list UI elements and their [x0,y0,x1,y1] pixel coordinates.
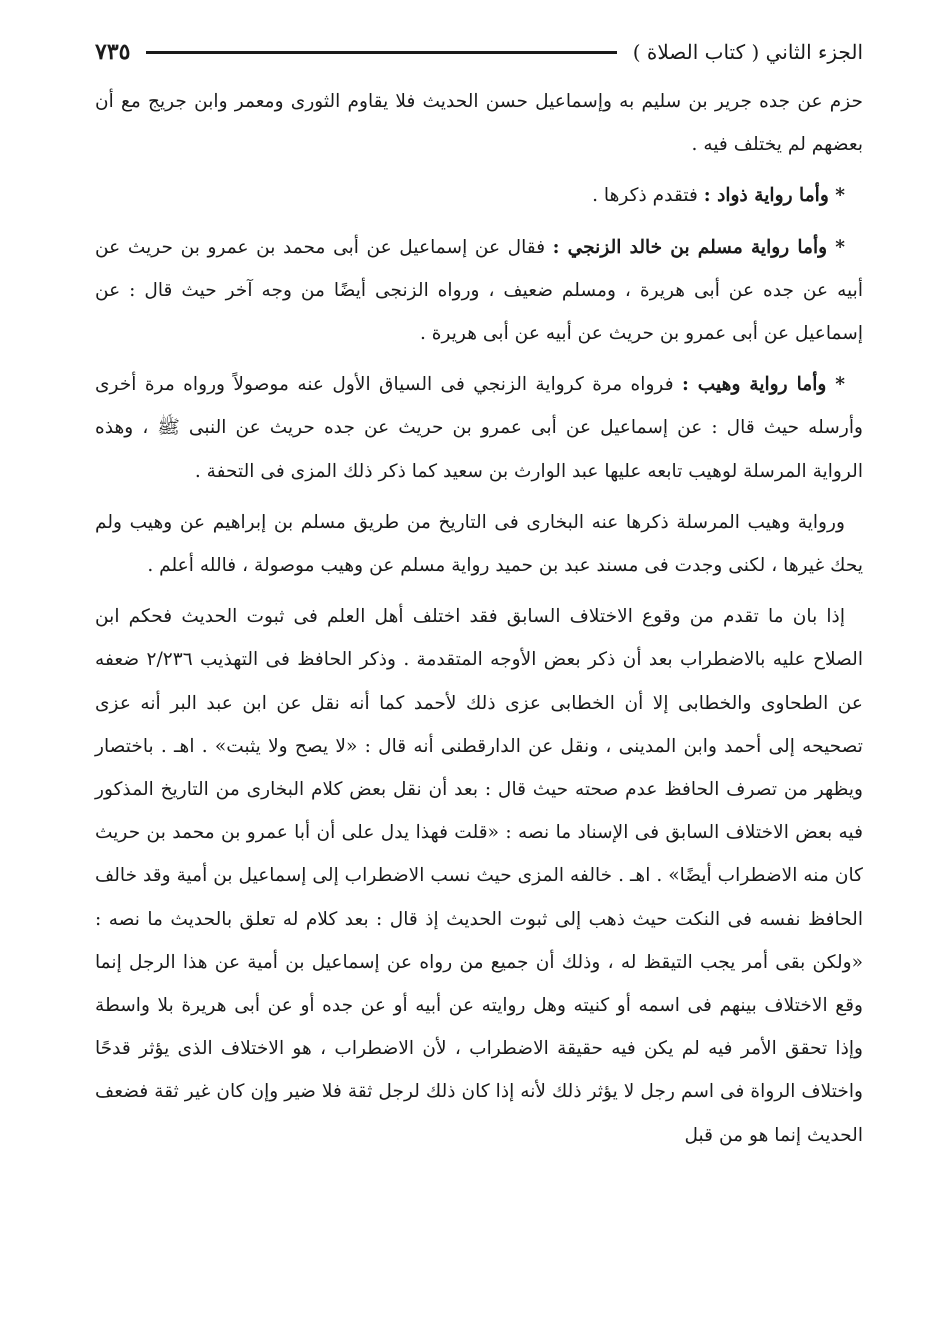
paragraph-lead: * وأما رواية مسلم بن خالد الزنجي : [552,236,845,258]
page-number: ٧٣٥ [95,39,131,65]
paragraph-text: فقال عن إسماعيل عن أبى محمد بن عمرو بن حريث عن أبيه عن جده عن أبى هريرة ، ومسلم ضعيف ، ورواه الزنجى أيضًا من وجه آخر حيث قال : عن إسماعيل عن أبى عمرو بن حريث عن أبيه عن أبى هريرة . [95,236,863,345]
paragraph-4 [95,363,863,493]
page-body [95,80,863,1314]
paragraph-text: فتقدم ذكرها . [592,185,704,207]
running-header [95,34,863,70]
paragraph-text: إذا بان ما تقدم من وقوع الاختلاف السابق فقد اختلف أهل العلم فى ثبوت الحديث فحكم ابن الصلاح عليه بالاضطراب بعد أن ذكر بعض الأوجه المتقدمة . وذكر الحافظ فى التهذيب ٢/٢٣٦ ضعفه عن الطحاوى والخطابى إلا أن الخطابى عزى ذلك لأحمد كما أنه نقل عن ابن عبد البر أنه عزى تصحيحه إلى أحمد وابن المدينى ، ونقل عن الدارقطنى أنه قال : «لا يصح ولا يثبت» . اهـ . باختصار ويظهر من تصرف الحافظ عدم صحته حيث قال : بعد أن نقل بعض كلام البخارى من التاريخ المذكور فيه بعض الاختلاف السابق فى الإسناد ما نصه : «قلت فهذا يدل على أن أبا عمرو بن محمد بن حريث كان منه الاضطراب أيضًا» . اهـ . خالفه المزى حيث نسب الاضطراب إلى إسماعيل بن أمية وقد خالف الحافظ نفسه فى النكت حيث ذهب إلى ثبوت الحديث إذ قال : بعد كلام له تعلق بالحديث ما نصه : «ولكن بقى أمر يجب التيقظ له ، وذلك أن جميع من رواه عن إسماعيل بن أمية عن هذا الرجل إنما وقع الاختلاف بينهم فى اسمه أو كنيته وهل روايته عن أبيه أو عن جده أو عن أبى هريرة بلا واسطة وإذا تحقق الأمر فيه لم يكن فيه حقيقة الاضطراب ، لأن الاضطراب ، هو الاختلاف الذى يؤثر قدحًا واختلاف الرواة فى اسم رجل لا يؤثر ذلك لأنه إذا كان ذلك لرجل ثقة فلا ضير وإن كان غير ثقة فضعف الحديث إنما هو من قبل [95,606,863,1146]
paragraph-lead: * وأما رواية ذواد : [703,185,845,207]
header-rule [146,51,616,54]
paragraph-text: ورواية وهيب المرسلة ذكرها عنه البخارى فى التاريخ من طريق مسلم بن إبراهيم عن وهيب ولم يحك غيرها ، لكنى وجدت فى مسند عبد بن حميد رواية مسلم عن وهيب موصولة ، فالله أعلم . [95,511,863,577]
paragraph-6 [95,595,863,1157]
paragraph-text: حزم عن جده جرير بن سليم به وإسماعيل حسن الحديث فلا يقاوم الثورى ومعمر وابن جريج مع أن بعضهم لم يختلف فيه . [95,91,863,156]
paragraph-5 [95,501,863,587]
paragraph-1 [95,80,863,166]
header-title: الجزء الثاني ( كتاب الصلاة ) [632,40,863,64]
paragraph-text: فرواه مرة كرواية الزنجي فى السياق الأول عنه موصولاً ورواه مرة أخرى وأرسله حيث قال : عن إسماعيل عن أبى عمرو بن حريث عن جده حريث عن النبى ﷺ ، وهذه الرواية المرسلة لوهيب تابعه عليها عبد الوارث بن سعيد كما ذكر ذلك المزى فى التحفة . [95,374,863,482]
paragraph-3 [95,226,863,356]
paragraph-lead: * وأما رواية وهيب : [681,374,846,396]
paragraph-2 [95,174,863,217]
